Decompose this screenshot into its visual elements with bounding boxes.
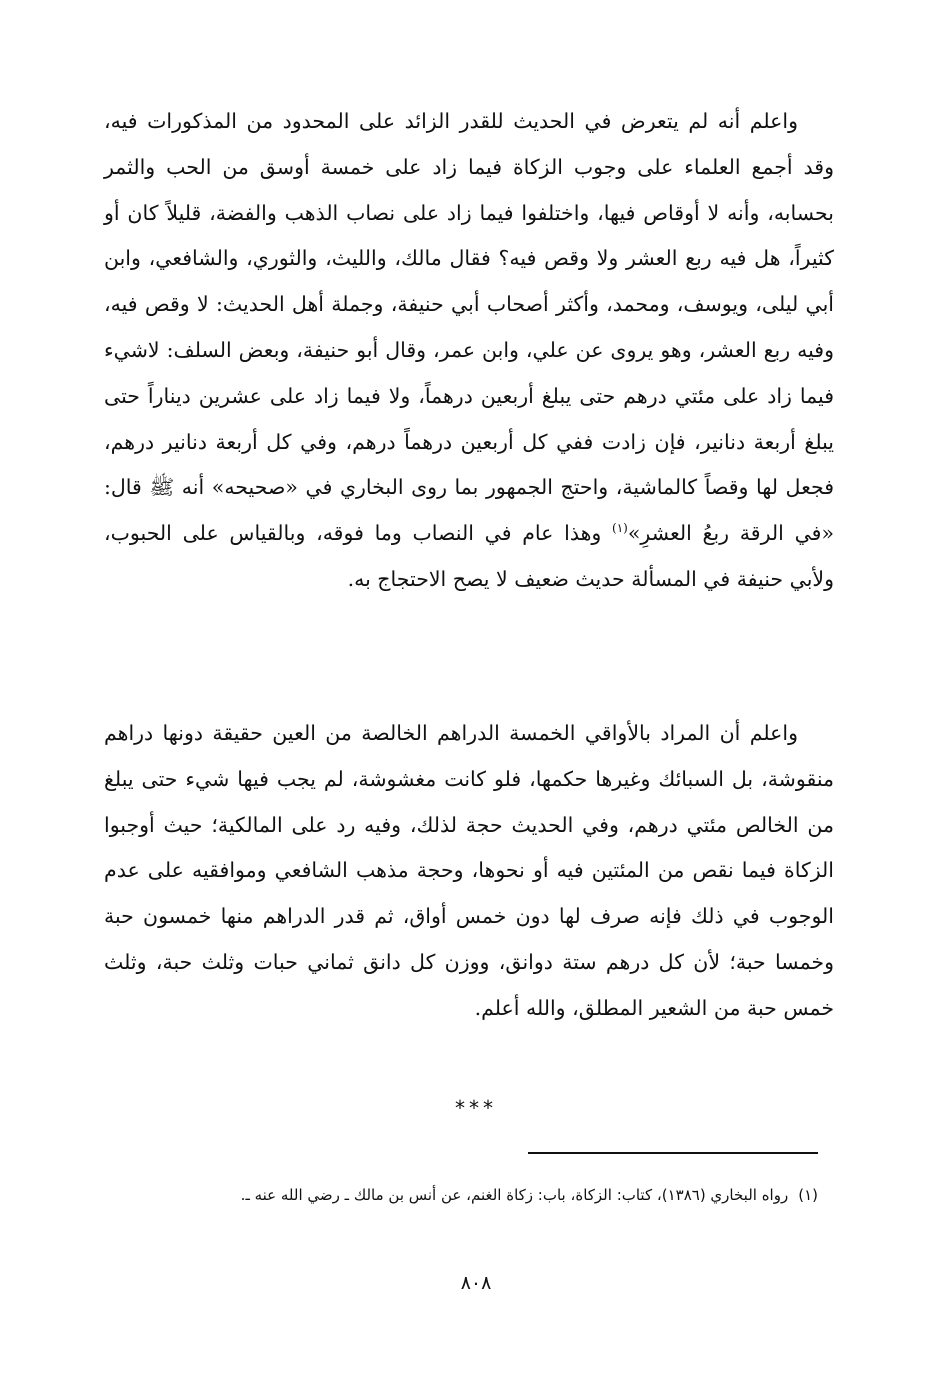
page-number: ٨٠٨ [460, 1272, 492, 1294]
paragraph-1-tail-text: وهذا عام في النصاب وما فوقه، وبالقياس على الحبوب، ولأبي حنيفة في المسألة حديث ضعيف لا يصح الاحتجاج به. [104, 521, 834, 591]
footnote-text: رواه البخاري (١٣٨٦)، كتاب: الزكاة، باب: زكاة الغنم، عن أنس بن مالك ـ رضي الله عنه ـ. [240, 1186, 789, 1204]
footnote [104, 1180, 818, 1210]
footnote-marker: (١) [798, 1186, 818, 1204]
section-separator: *** [455, 1096, 497, 1120]
paragraph-2: واعلم أن المراد بالأواقي الخمسة الدراهم الخالصة من العين حقيقة دونها دراهم منقوشة، بل السبائك وغيرها حكمها، فلو كانت مغشوشة، لم يجب فيها شيء حتى يبلغ من الخالص مئتي درهم، وفي الحديث حجة لذلك، وفيه رد على المالكية؛ حيث أوجبوا الزكاة فيما نقص من المئتين فيه أو نحوها، وحجة مذهب الشافعي وموافقيه على عدم الوجوب في ذلك فإنه صرف لها دون خمس أواق، ثم قدر الدراهم منها خمسون حبة وخمسا حبة؛ لأن كل درهم ستة دوانق، ووزن كل دانق ثماني حبات وثلث حبة، وثلث خمس حبة من الشعير المطلق، والله أعلم. [104, 721, 834, 1020]
footnote-reference[interactable]: (١) [612, 521, 628, 536]
paragraph-1-main-text: واعلم أنه لم يتعرض في الحديث للقدر الزائد على المحدود من المذكورات فيه، وقد أجمع العلماء على وجوب الزكاة فيما زاد على خمسة أوسق من الحب والثمر بحسابه، وأنه لا أوقاص فيها، واختلفوا فيما زاد على نصاب الذهب والفضة، قليلاً كان أو كثيراً، هل فيه ربع العشر ولا وقص فيه؟ فقال مالك، والليث، والثوري، والشافعي، وابن أبي ليلى، ويوسف، ومحمد، وأكثر أصحاب أبي حنيفة، وجملة أهل الحديث: لا وقص فيه، وفيه ربع العشر، وهو يروى عن علي، وابن عمر، وقال أبو حنيفة، وبعض السلف: لاشيء فيما زاد على مئتي درهم حتى يبلغ أربعين درهماً، ولا فيما زاد على عشرين ديناراً حتى يبلغ أربعة دنانير، فإن زادت ففي كل أربعين درهماً درهم، وفي كل أربعة دنانير درهم، فجعل لها وقصاً كالماشية، واحتج الجمهور بما روى البخاري في «صحيحه» أنه ﷺ قال: «في الرقة ربعُ العشرِ» [104, 109, 834, 546]
footnote-divider [528, 1152, 818, 1154]
paragraph-1 [104, 99, 834, 603]
